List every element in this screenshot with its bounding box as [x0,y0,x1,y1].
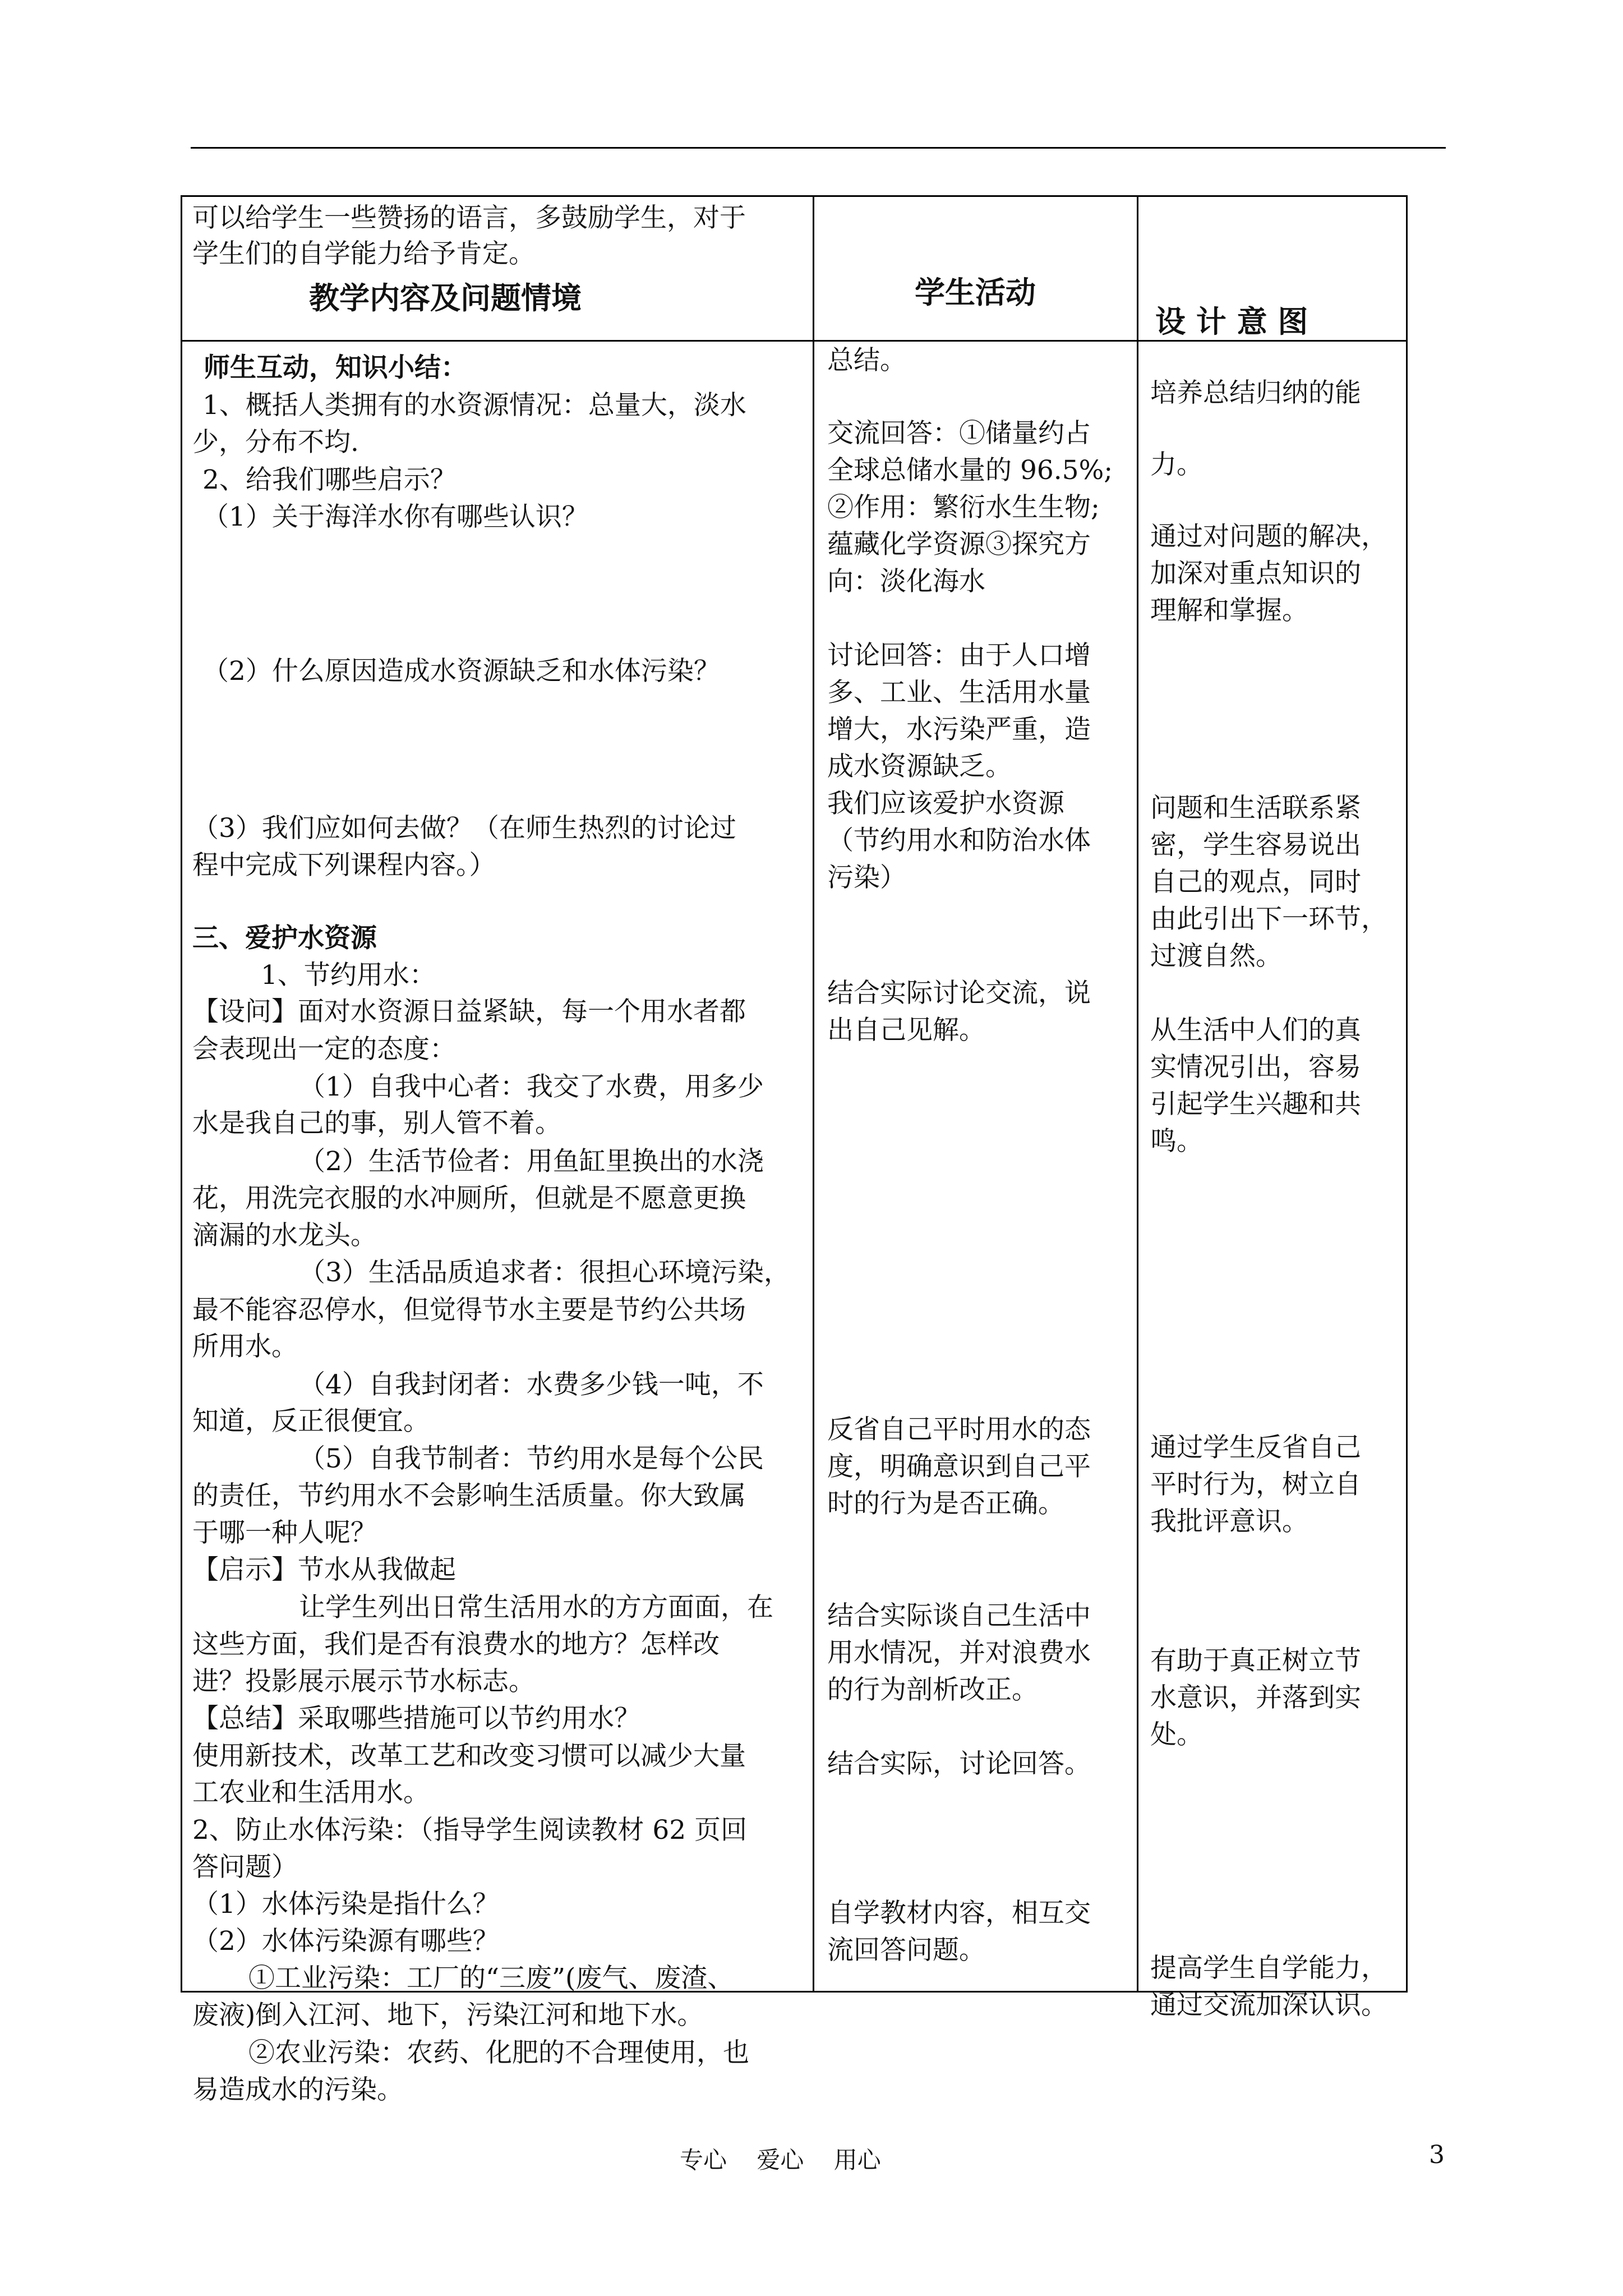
intent-line: 我批评意识。 [1150,1506,1308,1537]
page-number: 3 [1429,2141,1445,2169]
intent-line: 鸣。 [1150,1126,1203,1157]
content-line: 使用新技术，改革工艺和改变习惯可以减少大量 [192,1741,746,1772]
intent-line: 通过对问题的解决， [1150,521,1387,552]
content-line: 少，分布不均. [192,427,359,458]
intent-line: 培养总结归纳的能 [1150,378,1361,408]
content-line: 水是我自己的事，别人管不着。 [192,1108,561,1139]
header-content: 教学内容及问题情境 [309,280,582,316]
content-line: （2）生活节俭者：用鱼缸里换出的水浇 [299,1146,764,1177]
activity-line: 污染） [827,862,906,893]
content-line: （3）我们应如何去做？（在师生热烈的讨论过 [192,813,736,844]
header-intent: 设 计 意 图 [1155,303,1308,339]
intent-line: 力。 [1150,449,1203,480]
content-line: 会表现出一定的态度： [192,1034,456,1065]
activity-line: 时的行为是否正确。 [827,1488,1064,1519]
activity-line: 向：淡化海水 [827,566,985,597]
content-line: 工农业和生活用水。 [192,1777,430,1808]
activity-line: 流回答问题。 [827,1935,985,1966]
content-line: 花，用洗完衣服的水冲厕所，但就是不愿意更换 [192,1183,746,1214]
content-line: 滴漏的水龙头。 [192,1220,377,1251]
content-line: （1）关于海洋水你有哪些认识？ [202,501,588,532]
activity-line: 出自己见解。 [827,1015,985,1046]
content-line: 1、概括人类拥有的水资源情况：总量大，淡水 [202,390,746,421]
header-rule [191,147,1446,149]
content-line: 三、爱护水资源 [192,923,377,954]
content-line: 于哪一种人呢？ [192,1517,377,1548]
intro-line-1: 可以给学生一些赞扬的语言，多鼓励学生，对于 [192,203,746,233]
activity-line: 用水情况，并对浪费水 [827,1637,1091,1668]
activity-line: 自学教材内容，相互交 [827,1898,1091,1929]
activity-line: 蕴藏化学资源③探究方 [827,529,1091,560]
activity-line: 度，明确意识到自己平 [827,1451,1091,1482]
activity-line: 结合实际讨论交流，说 [827,978,1091,1009]
lesson-plan-table [181,195,1408,2105]
intent-line: 理解和掌握。 [1150,595,1308,626]
content-line: 知道，反正很便宜。 [192,1406,430,1437]
intro-line-2: 学生们的自学能力给予肯定。 [192,238,535,269]
column-divider-1 [813,197,814,1991]
content-line: 所用水。 [192,1331,298,1362]
content-line: 2、给我们哪些启示？ [202,464,457,495]
activity-line: 的行为剖析改正。 [827,1674,1038,1705]
content-line: 最不能容忍停水，但觉得节水主要是节约公共场 [192,1295,746,1326]
activity-line: 成水资源缺乏。 [827,751,1012,782]
content-line: 废液)倒入江河、地下，污染江河和地下水。 [192,2000,704,2031]
content-line: 【设问】面对水资源日益紧缺，每一个用水者都 [192,996,746,1027]
activity-line: （节约用水和防治水体 [827,825,1091,856]
content-line: 师生互动，知识小结： [204,352,467,383]
intent-line: 平时行为，树立自 [1150,1469,1361,1500]
content-line: 【启示】节水从我做起 [192,1554,456,1585]
content-line: 2、防止水体污染：（指导学生阅读教材 62 页回 [192,1815,748,1846]
content-line: （1）水体污染是指什么？ [192,1889,499,1920]
activity-line: ②作用：繁衍水生生物; [827,492,1100,523]
intent-line: 过渡自然。 [1150,941,1282,972]
intent-line: 引起学生兴趣和共 [1150,1089,1361,1120]
activity-line: 全球总储水量的 96.5%; [827,455,1113,486]
column-divider-2 [1137,197,1138,1991]
activity-line: 我们应该爱护水资源 [827,788,1064,819]
intent-line: 实情况引出，容易 [1150,1052,1361,1083]
activity-line: 反省自己平时用水的态 [827,1414,1091,1445]
content-line: （5）自我节制者：节约用水是每个公民 [299,1443,764,1474]
content-line: 的责任，节约用水不会影响生活质量。你大致属 [192,1480,746,1511]
intent-line: 水意识，并落到实 [1150,1682,1361,1713]
content-line: 【总结】采取哪些措施可以节约用水？ [192,1703,640,1734]
activity-line: 交流回答：①储量约占 [827,418,1091,449]
footer-motto: 专心 爱心 用心 [680,2146,881,2174]
intent-line: 提高学生自学能力， [1150,1953,1387,1984]
content-line: 答问题） [192,1852,298,1883]
intent-line: 从生活中人们的真 [1150,1015,1361,1046]
intent-line: 问题和生活联系紧 [1150,793,1361,823]
content-line: 易造成水的污染。 [192,2074,403,2105]
intent-line: 自己的观点，同时 [1150,867,1361,898]
content-line: 1、节约用水： [261,960,436,991]
content-line: ②农业污染：农药、化肥的不合理使用，也 [248,2037,749,2068]
intent-line: 通过交流加深认识。 [1150,1990,1387,2021]
content-line: 程中完成下列课程内容。） [192,850,496,881]
content-line: 这些方面，我们是否有浪费水的地方？怎样改 [192,1629,720,1660]
activity-line: 结合实际，讨论回答。 [827,1749,1091,1779]
content-line: ①工业污染：工厂的“三废”(废气、废渣、 [248,1963,734,1994]
content-line: （2）水体污染源有哪些？ [192,1926,499,1957]
header-activity: 学生活动 [915,274,1036,310]
content-line: （4）自我封闭者：水费多少钱一吨，不 [299,1369,764,1400]
content-line: （1）自我中心者：我交了水费，用多少 [299,1071,764,1102]
intent-line: 处。 [1150,1719,1203,1750]
intent-line: 有助于真正树立节 [1150,1645,1361,1676]
content-line: 进？投影展示展示节水标志。 [192,1666,535,1697]
content-line: （2）什么原因造成水资源缺乏和水体污染？ [202,656,720,687]
activity-line: 增大，水污染严重，造 [827,714,1091,745]
activity-line: 讨论回答：由于人口增 [827,640,1091,671]
intent-line: 通过学生反省自己 [1150,1432,1361,1463]
content-line: （3）生活品质追求者：很担心环境污染， [299,1257,790,1288]
activity-line: 总结。 [827,345,906,376]
content-line: 让学生列出日常生活用水的方方面面，在 [299,1592,773,1623]
activity-line: 结合实际谈自己生活中 [827,1600,1091,1631]
intent-line: 由此引出下一环节， [1150,904,1387,935]
activity-line: 多、工业、生活用水量 [827,677,1091,708]
intent-line: 密，学生容易说出 [1150,830,1361,861]
intent-line: 加深对重点知识的 [1150,558,1361,589]
